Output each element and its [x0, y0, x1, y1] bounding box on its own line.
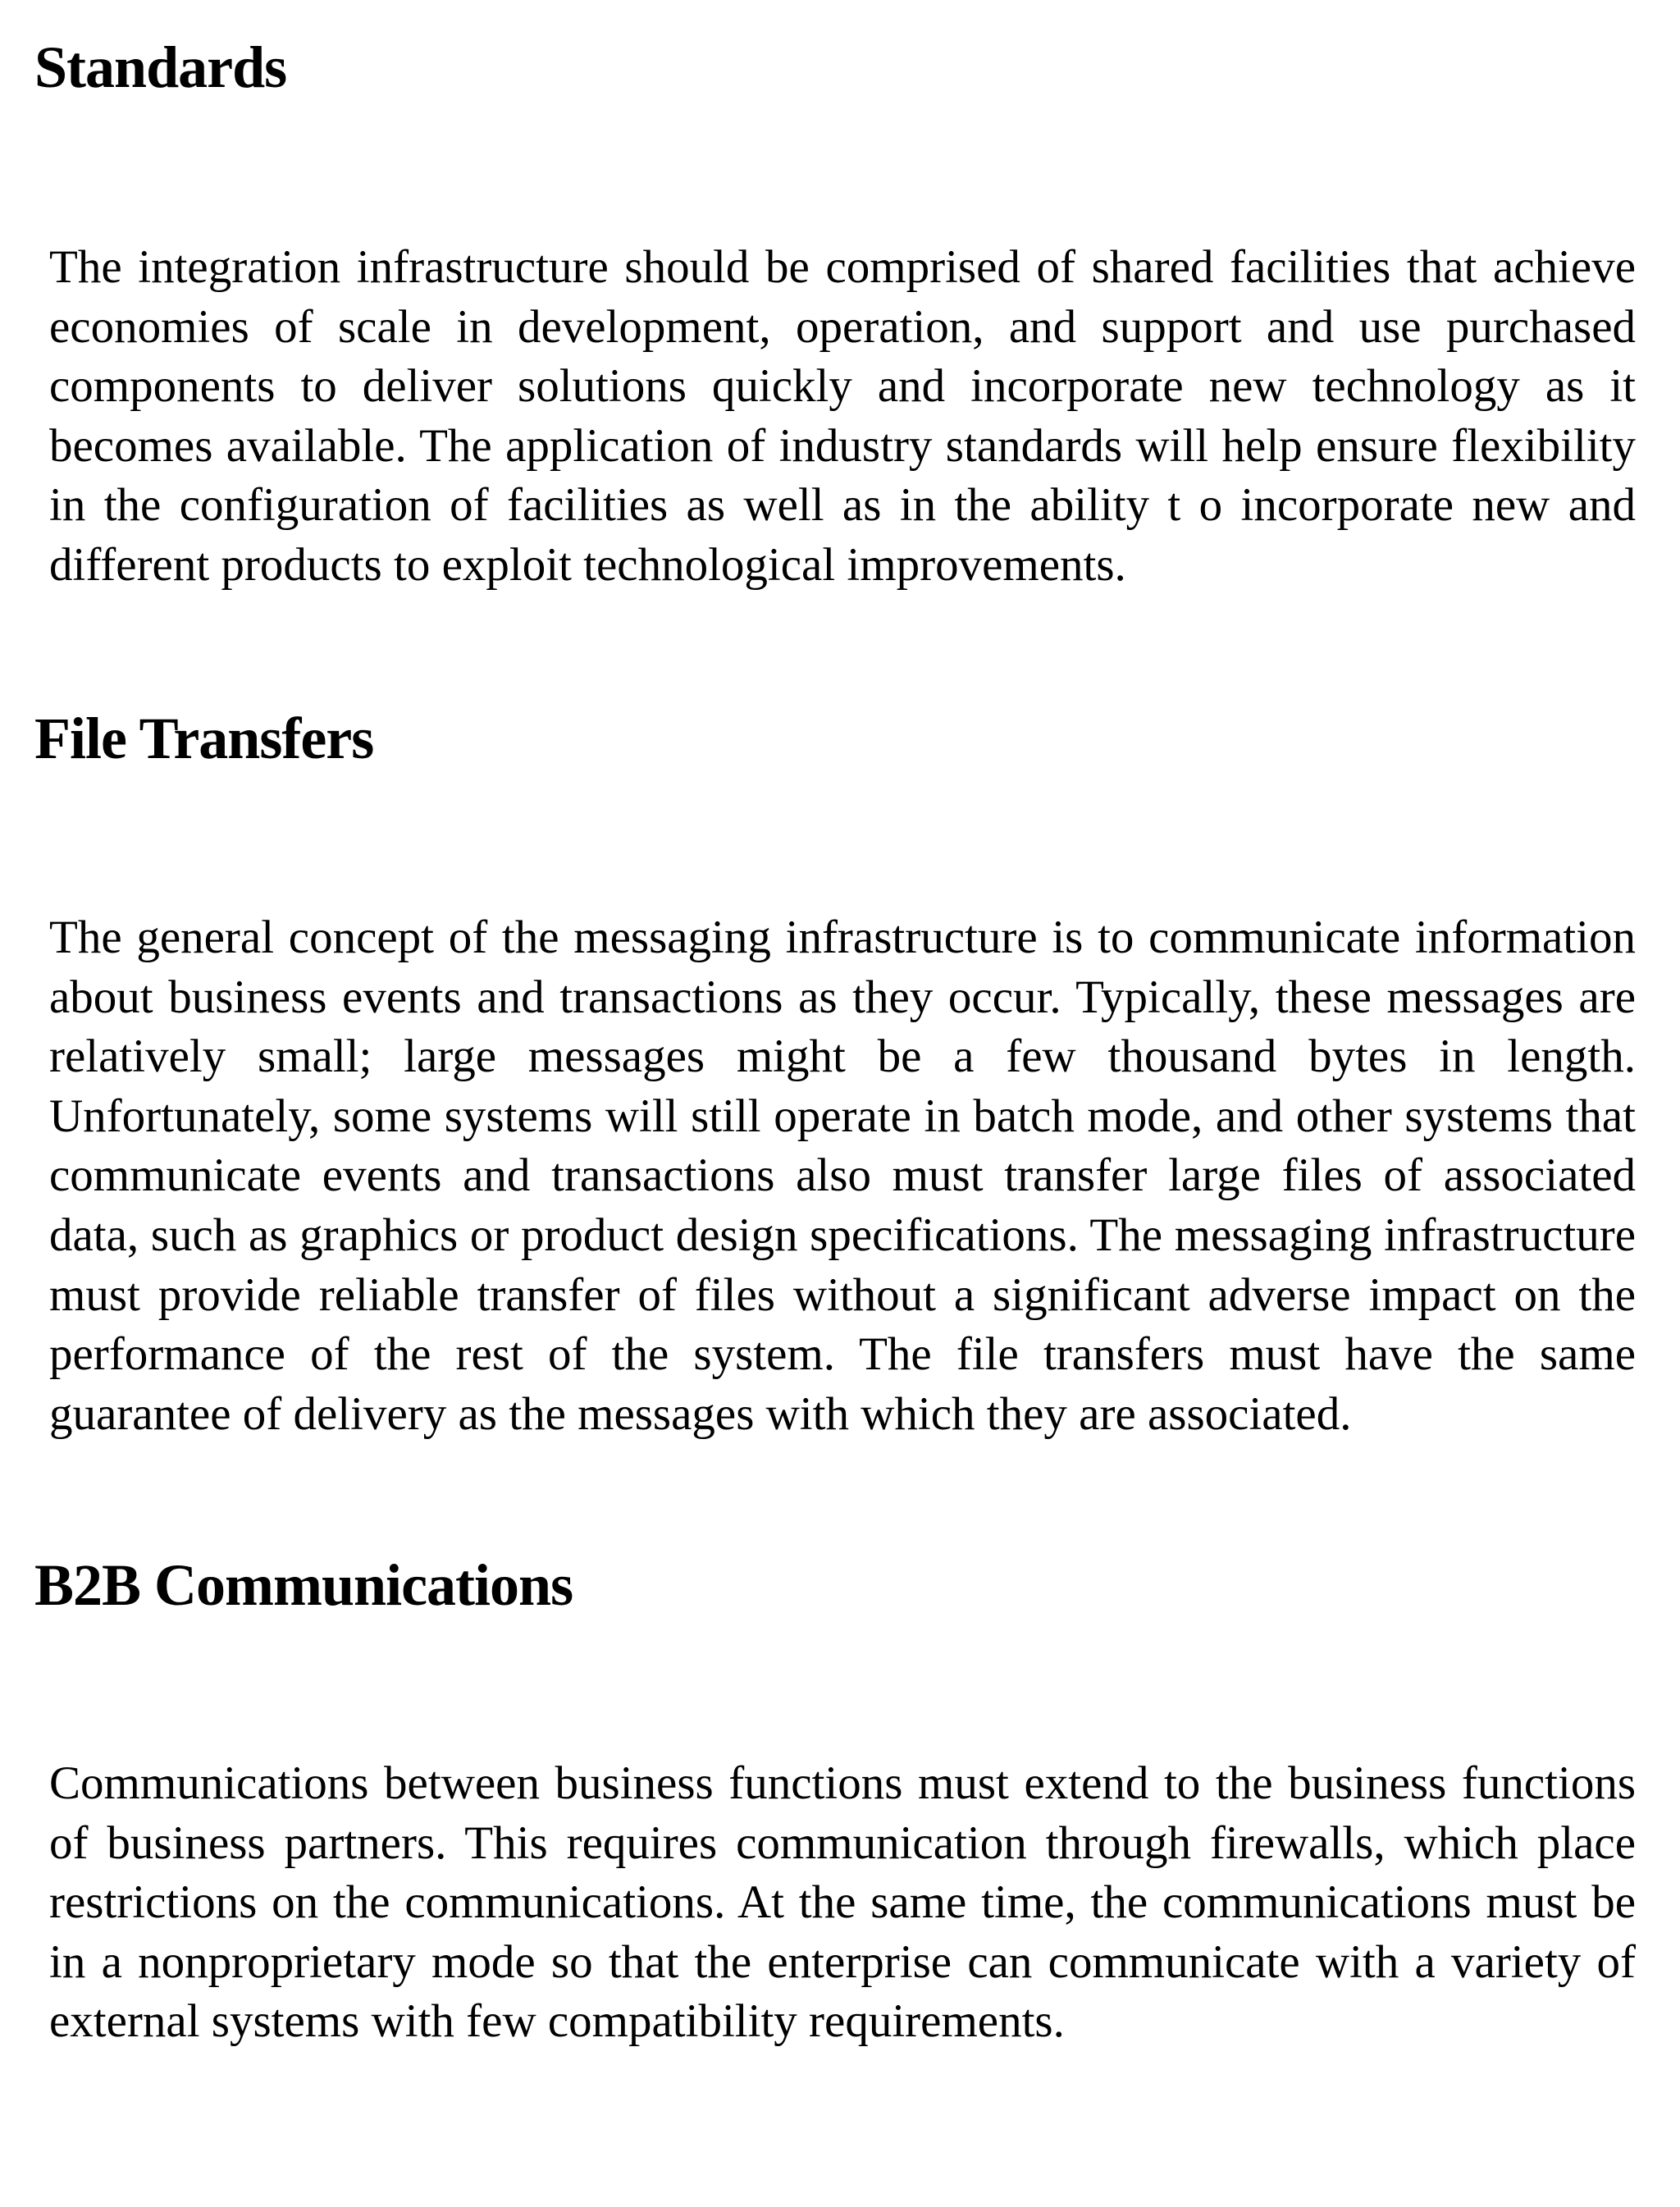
paragraph-b2b-communications: Communications between business functions must extend to the business functions of business partners. This requires communication through firewalls, which place restrictions on the communications. At the same time, the communications must be in a nonproprietary mode so that the enterprise can communicate with a variety of external systems with few compatibility requirements.	[49, 1757, 1636, 2048]
heading-standards: Standards	[34, 34, 287, 100]
paragraph-file-transfers: The general concept of the messaging infrastructure is to communicate information about business events and transactions as they occur. Typically, these messages are relatively small; large messages might be a few thousand bytes in length. Unfortunately, some systems will still operate in batch mode, and other systems that communicate events and transactions also must transfer large files of associated data, such as graphics or product design specifications. The messaging infrastructure must provide reliable transfer of files without a significant adverse impact on the performance of the rest of the system. The file transfers must have the same guarantee of delivery as the messages with which they are associated.	[49, 912, 1636, 1440]
paragraph-standards: The integration infrastructure should be comprised of shared facilities that achieve economies of scale in development, operation, and support and use purchased components to deliver solutions quickly and incorporate new technology as it becomes available. The application of industry standards will help ensure flexibility in the configuration of facilities as well as in the ability t o incorporate new and different products to exploit technological improvements.	[49, 241, 1636, 591]
heading-b2b-communications: B2B Communications	[34, 1552, 573, 1618]
heading-file-transfers: File Transfers	[34, 706, 374, 771]
